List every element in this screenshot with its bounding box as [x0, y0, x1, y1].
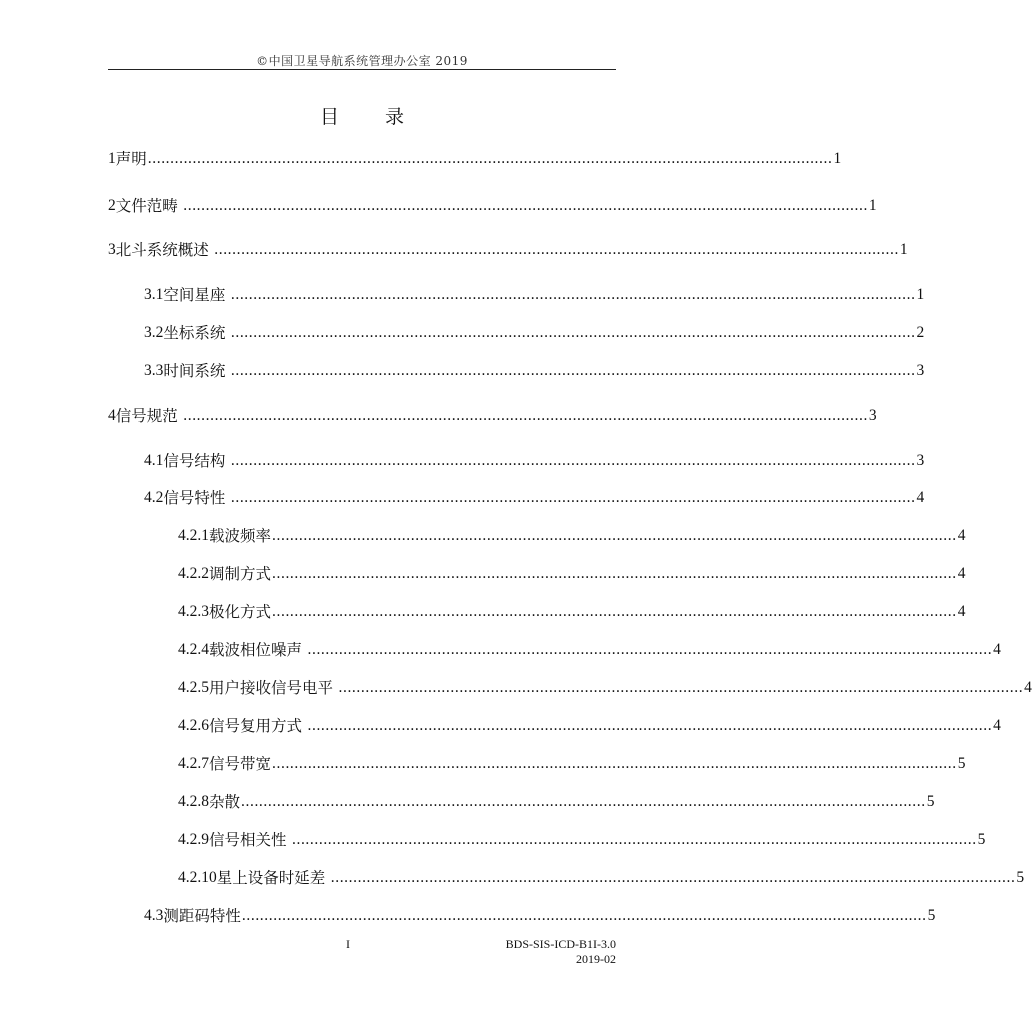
toc-entry[interactable]	[178, 753, 966, 775]
toc-entry-page: 4	[957, 565, 966, 582]
toc-entry[interactable]	[178, 829, 986, 851]
toc-entry-page: 5	[926, 793, 935, 810]
toc-entry[interactable]	[144, 450, 925, 472]
footer-date: 2019-02	[576, 952, 616, 966]
toc-entry-label: 信号相关性	[209, 831, 287, 849]
toc-entry-page: 4	[957, 527, 966, 544]
dot-leader: .........................................................................................................................................................	[272, 527, 957, 544]
toc-entry-number: 4.2.1	[178, 527, 209, 544]
toc-entry-page: 5	[927, 907, 936, 924]
toc-entry[interactable]	[108, 239, 908, 261]
dot-leader: .........................................................................................................................................................	[178, 407, 868, 424]
toc-entry-number: 1	[108, 150, 116, 167]
toc-entry-label: 信号特性	[163, 489, 226, 507]
toc-entry[interactable]	[178, 715, 1001, 737]
toc-entry[interactable]	[108, 148, 842, 170]
toc-entry-number: 4.2.7	[178, 755, 209, 772]
toc-entry-page: 2	[916, 324, 925, 341]
toc-entry-page: 1	[916, 286, 925, 303]
toc-entry-page: 4	[993, 641, 1001, 658]
toc-entry-page: 1	[868, 197, 877, 214]
toc-entry[interactable]	[178, 867, 1025, 889]
toc-entry-number: 3.2	[144, 324, 164, 341]
dot-leader: .........................................................................................................................................................	[303, 641, 993, 658]
toc-title: 目 录	[319, 106, 425, 128]
toc-entry-label: 载波相位噪声	[209, 641, 303, 659]
toc-entry[interactable]	[178, 563, 966, 585]
toc-entry-page: 3	[868, 407, 877, 424]
toc-entry-number: 3.3	[144, 362, 164, 379]
dot-leader: .........................................................................................................................................................	[226, 452, 916, 469]
toc-entry-number: 3.1	[144, 286, 164, 303]
toc-entry-page: 1	[833, 150, 842, 167]
header-rule	[108, 69, 616, 70]
toc-entry-page: 1	[899, 241, 908, 258]
toc-entry-number: 4.2	[144, 489, 164, 506]
toc-entry-page: 3	[916, 362, 925, 379]
toc-entry-page: 5	[1016, 869, 1025, 886]
toc-entry-page: 4	[916, 489, 925, 506]
dot-leader: .........................................................................................................................................................	[303, 717, 993, 734]
dot-leader: .........................................................................................................................................................	[178, 197, 868, 214]
toc-entry[interactable]	[178, 791, 935, 813]
toc-entry[interactable]	[178, 601, 966, 623]
toc-entry-number: 4.2.3	[178, 603, 209, 620]
toc-entry-label: 测距码特性	[163, 907, 241, 925]
dot-leader: .........................................................................................................................................................	[226, 286, 916, 303]
toc-entry-page: 5	[957, 755, 966, 772]
toc-entry-label: 空间星座	[163, 286, 226, 304]
dot-leader: .........................................................................................................................................................	[287, 831, 977, 848]
toc-entry-page: 5	[977, 831, 986, 848]
toc-entry[interactable]	[178, 525, 966, 547]
dot-leader: .........................................................................................................................................................	[241, 907, 927, 924]
toc-entry-label: 信号规范	[115, 407, 178, 425]
toc-entry-number: 4.1	[144, 452, 164, 469]
toc-entry[interactable]	[178, 677, 1032, 699]
dot-leader: .........................................................................................................................................................	[226, 362, 916, 379]
footer-document-info	[506, 937, 616, 967]
toc-entry[interactable]	[108, 195, 877, 217]
dot-leader: .........................................................................................................................................................	[209, 241, 899, 258]
toc-entry[interactable]	[144, 905, 936, 927]
dot-leader: .........................................................................................................................................................	[272, 755, 957, 772]
toc-entry[interactable]	[144, 284, 925, 306]
toc-entry-label: 杂散	[209, 793, 241, 811]
dot-leader: .........................................................................................................................................................	[272, 603, 957, 620]
dot-leader: .........................................................................................................................................................	[334, 679, 1024, 696]
toc-entry-label: 用户接收信号电平	[209, 679, 334, 697]
dot-leader: .........................................................................................................................................................	[226, 324, 916, 341]
toc-entry[interactable]	[144, 360, 925, 382]
toc-entry-label: 调制方式	[209, 565, 272, 583]
toc-entry-number: 4	[108, 407, 116, 424]
toc-entry-label: 声明	[115, 150, 147, 168]
toc-entry-label: 极化方式	[209, 603, 272, 621]
toc-entry[interactable]	[144, 322, 925, 344]
toc-entry-page: 4	[957, 603, 966, 620]
page-header: ©中国卫星导航系统管理办公室 2019	[256, 54, 468, 68]
dot-leader: .........................................................................................................................................................	[241, 793, 926, 810]
footer-doc-id: BDS-SIS-ICD-B1I-3.0	[505, 937, 616, 951]
dot-leader: .........................................................................................................................................................	[272, 565, 957, 582]
toc-entry-number: 4.2.8	[178, 793, 209, 810]
toc-entry-label: 星上设备时延差	[216, 869, 326, 887]
toc-entry-page: 4	[993, 717, 1001, 734]
toc-entry-number: 3	[108, 241, 116, 258]
toc-entry-number: 4.2.2	[178, 565, 209, 582]
toc-entry-number: 4.3	[144, 907, 164, 924]
toc-entry-number: 2	[108, 197, 116, 214]
toc-entry-label: 坐标系统	[163, 324, 226, 342]
dot-leader: .........................................................................................................................................................	[326, 869, 1016, 886]
toc-entry-label: 北斗系统概述	[115, 241, 209, 259]
toc-entry-number: 4.2.6	[178, 717, 209, 734]
toc-entry[interactable]	[108, 405, 877, 427]
toc-entry-label: 文件范畴	[115, 197, 178, 215]
footer-page-number: I	[346, 937, 350, 951]
toc-entry-label: 信号结构	[163, 452, 226, 470]
toc-entry-number: 4.2.5	[178, 679, 209, 696]
toc-entry-page: 4	[1024, 679, 1032, 696]
dot-leader: .........................................................................................................................................................	[226, 489, 916, 506]
toc-entry-number: 4.2.4	[178, 641, 209, 658]
dot-leader: .........................................................................................................................................................	[147, 150, 833, 167]
toc-entry-number: 4.2.10	[178, 869, 217, 886]
toc-entry-label: 载波频率	[209, 527, 272, 545]
toc-entry[interactable]	[178, 639, 1001, 661]
toc-entry[interactable]	[144, 487, 925, 509]
toc-entry-label: 信号带宽	[209, 755, 272, 773]
toc-entry-label: 时间系统	[163, 362, 226, 380]
toc-entry-label: 信号复用方式	[209, 717, 303, 735]
toc-entry-number: 4.2.9	[178, 831, 209, 848]
toc-entry-page: 3	[916, 452, 925, 469]
